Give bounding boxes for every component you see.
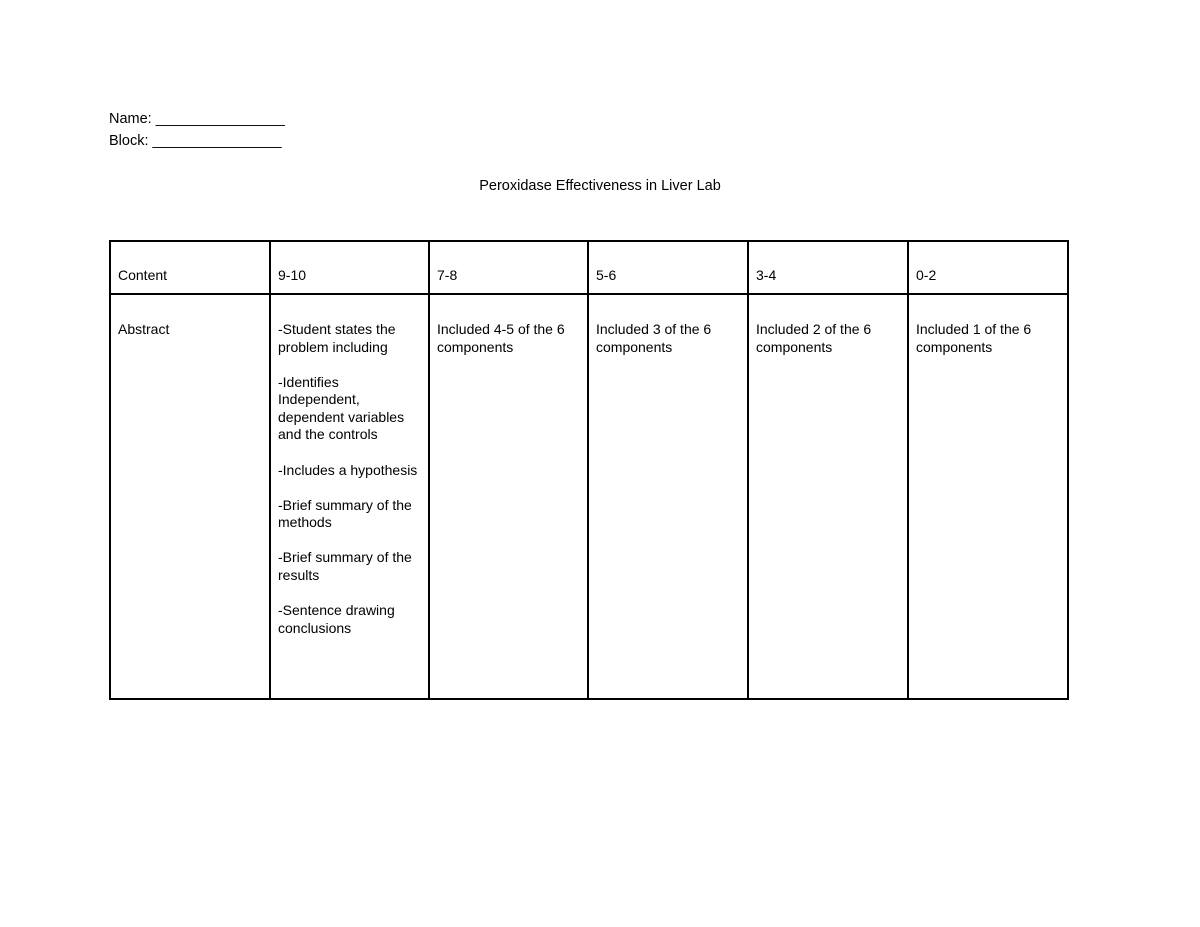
criterion-methods: -Brief summary of the methods: [278, 496, 412, 531]
header-cell-7-8: 7-8: [429, 241, 588, 294]
rubric-table: [109, 240, 1069, 700]
criterion-hypothesis: -Includes a hypothesis: [278, 461, 418, 478]
name-field: Name: ________________: [109, 111, 285, 127]
criteria-cell-9-10: [270, 294, 429, 699]
header-cell-9-10: 9-10: [270, 241, 429, 294]
header-cell-0-2: 0-2: [908, 241, 1068, 294]
criteria-cell-5-6: Included 3 of the 6 components: [588, 294, 748, 699]
table-row: [110, 294, 1068, 699]
criterion-results: -Brief summary of the results: [278, 549, 412, 583]
header-cell-3-4: 3-4: [748, 241, 908, 294]
table-header-row: [110, 241, 1068, 294]
criteria-cell-0-2: Included 1 of the 6 components: [908, 294, 1068, 699]
block-field: Block: ________________: [109, 133, 282, 149]
criterion-variables: -Identifies Independent, dependent variables and the controls: [278, 373, 405, 443]
content-cell-abstract: Abstract: [110, 294, 270, 699]
header-cell-content: Content: [110, 241, 270, 294]
header-cell-5-6: 5-6: [588, 241, 748, 294]
criteria-cell-7-8: Included 4-5 of the 6 components: [429, 294, 588, 699]
criterion-problem: -Student states the problem including: [278, 321, 396, 355]
criteria-cell-3-4: Included 2 of the 6 components: [748, 294, 908, 699]
criterion-conclusions: -Sentence drawing conclusions: [278, 602, 395, 636]
document-title: Peroxidase Effectiveness in Liver Lab: [479, 178, 721, 194]
